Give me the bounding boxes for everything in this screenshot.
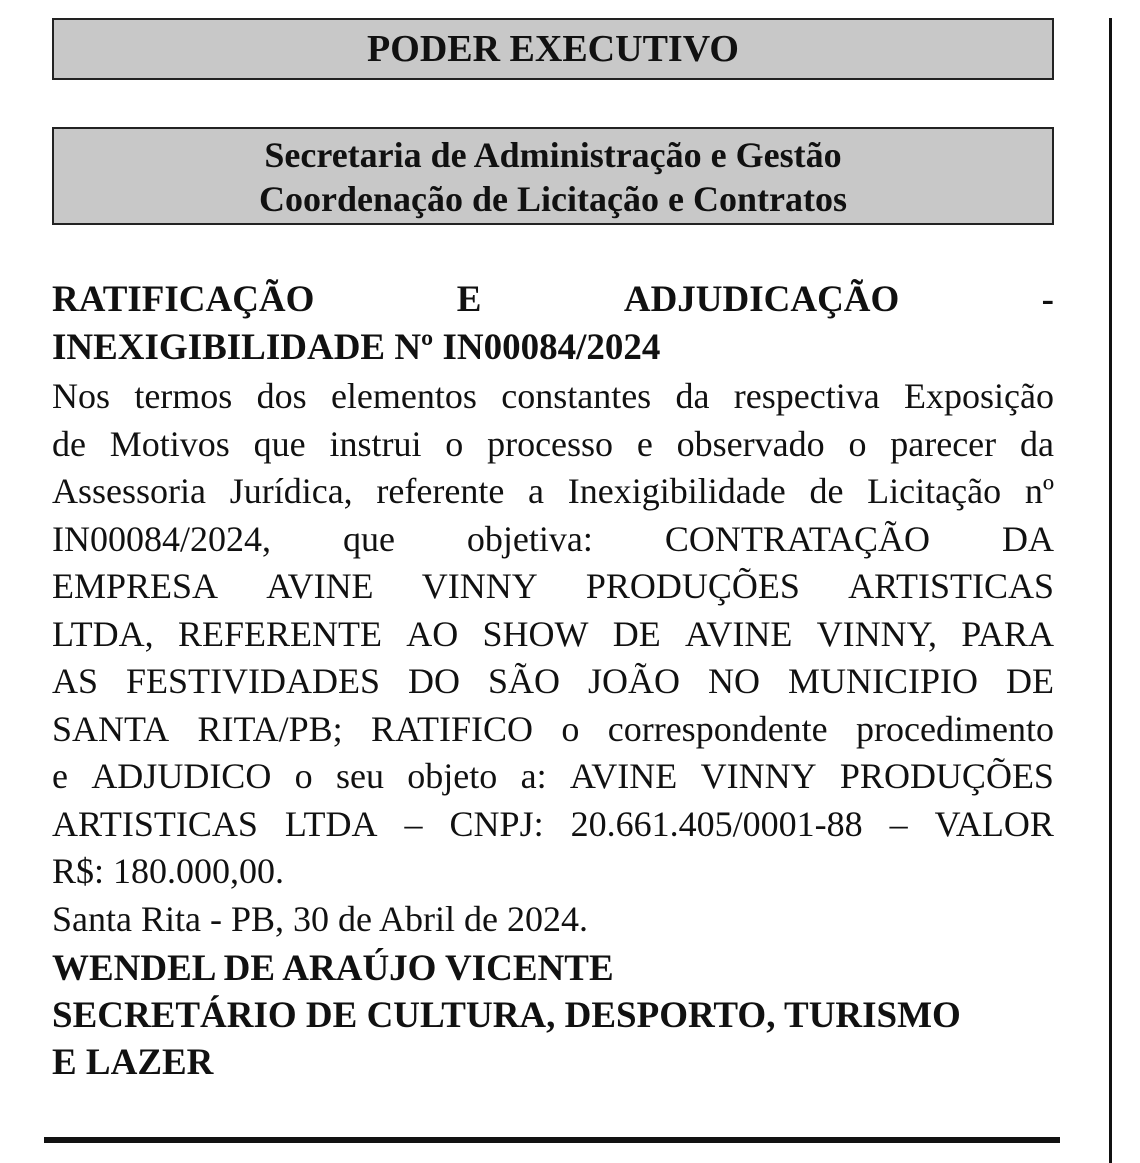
body-word: elementos	[330, 376, 477, 416]
body-word: da	[675, 376, 710, 416]
body-word: VALOR	[934, 803, 1054, 844]
body-word: constantes	[501, 376, 652, 416]
body-word: nº	[1024, 471, 1054, 511]
body-word: de	[52, 423, 86, 464]
signatory-name: WENDEL DE ARAÚJO VICENTE	[52, 948, 614, 989]
body-word: ADJUDICO	[91, 756, 272, 796]
body-word: 20.661.405/0001-88	[570, 803, 863, 844]
body-word: que	[342, 518, 395, 559]
notice-title	[52, 276, 1054, 372]
notice-body-line	[52, 658, 1054, 706]
body-word: processo	[487, 423, 614, 464]
body-word: AVINE	[685, 613, 793, 654]
section-banner	[52, 18, 1054, 80]
body-word: o	[848, 423, 867, 464]
body-word: e	[52, 756, 68, 796]
body-word: objeto	[407, 756, 498, 796]
body-word: PRODUÇÕES	[839, 756, 1054, 796]
body-word: DE	[1006, 661, 1054, 701]
signatory-role-continued: E LAZER	[52, 1042, 214, 1083]
body-word: DO	[408, 661, 461, 701]
notice-title-line2: INEXIGIBILIDADE Nº IN00084/2024	[52, 327, 661, 368]
body-word: termos	[134, 376, 233, 416]
body-word: instrui	[329, 423, 422, 464]
notice-body-line	[52, 801, 1054, 849]
notice-body-line	[52, 373, 1054, 421]
bottom-divider	[44, 1137, 1060, 1143]
body-word: SHOW	[482, 613, 589, 654]
body-word: de	[809, 471, 844, 511]
title-word: RATIFICAÇÃO	[52, 279, 315, 320]
notice-body-lines	[52, 373, 1054, 848]
body-word: –	[889, 803, 908, 844]
body-word: AO	[406, 613, 459, 654]
body-word: –	[404, 803, 423, 844]
body-word: o	[561, 708, 580, 749]
body-word: SÃO	[488, 661, 561, 701]
notice-amount-line: R$: 180.000,00.	[52, 851, 285, 891]
notice-body-line	[52, 563, 1054, 611]
department-name: Secretaria de Administração e Gestão	[264, 135, 842, 175]
body-word: PARA	[961, 613, 1054, 654]
body-word: parecer	[890, 423, 997, 464]
notice-body-line	[52, 706, 1054, 754]
body-word: DA	[1001, 518, 1054, 559]
notice-body-line	[52, 516, 1054, 564]
body-word: ARTISTICAS	[52, 803, 258, 844]
notice-body	[52, 373, 1054, 943]
body-word: CNPJ:	[449, 803, 544, 844]
body-word: Assessoria	[52, 471, 206, 511]
body-word: Licitação	[867, 471, 1002, 511]
title-word: ADJUDICAÇÃO	[623, 279, 900, 320]
notice-body-line	[52, 753, 1054, 801]
body-word: VINNY	[421, 566, 538, 606]
body-word: respectiva	[733, 376, 880, 416]
body-word: referente	[376, 471, 505, 511]
body-word: Jurídica,	[229, 471, 353, 511]
body-word: EMPRESA	[52, 566, 219, 606]
signature-block	[52, 945, 1054, 1086]
body-word: procedimento	[856, 708, 1054, 749]
body-word: JOÃO	[588, 661, 681, 701]
body-word: Motivos	[109, 423, 230, 464]
body-word: RITA/PB;	[197, 708, 343, 749]
body-word: da	[1019, 423, 1054, 464]
body-word: VINNY	[700, 756, 817, 796]
body-word: o	[445, 423, 464, 464]
body-word: LTDA,	[52, 613, 154, 654]
notice-body-line	[52, 421, 1054, 469]
department-subunit: Coordenação de Licitação e Contratos	[259, 179, 847, 219]
body-word: PRODUÇÕES	[585, 566, 800, 606]
body-word: DE	[612, 613, 661, 654]
body-word: IN00084/2024,	[52, 518, 271, 559]
body-word: RATIFICO	[371, 708, 534, 749]
signatory-role: SECRETÁRIO DE CULTURA, DESPORTO, TURISMO	[52, 995, 961, 1036]
body-word: AS	[52, 661, 99, 701]
body-word: MUNICIPIO	[788, 661, 979, 701]
body-word: que	[253, 423, 306, 464]
body-word: Inexigibilidade	[567, 471, 786, 511]
notice-place-date: Santa Rita - PB, 30 de Abril de 2024.	[52, 898, 588, 939]
body-word: o	[294, 756, 313, 796]
body-word: NO	[708, 661, 761, 701]
body-word: dos	[256, 376, 307, 416]
body-word: correspondente	[607, 708, 828, 749]
body-word: LTDA	[284, 803, 378, 844]
body-word: ARTISTICAS	[848, 566, 1054, 606]
body-word: AVINE	[266, 566, 374, 606]
notice-title-line1	[52, 276, 1054, 324]
notice-body-line	[52, 468, 1054, 516]
body-word: a	[528, 471, 545, 511]
body-word: REFERENTE	[177, 613, 382, 654]
body-word: CONTRATAÇÃO	[664, 518, 930, 559]
body-word: observado	[676, 423, 825, 464]
body-word: FESTIVIDADES	[126, 661, 381, 701]
body-word: VINNY,	[816, 613, 937, 654]
body-word: SANTA	[52, 708, 170, 749]
title-word: -	[1041, 279, 1054, 320]
department-banner	[52, 127, 1054, 225]
body-word: Exposição	[904, 376, 1054, 416]
body-word: e	[636, 423, 653, 464]
body-word: seu	[335, 756, 384, 796]
section-title: PODER EXECUTIVO	[367, 28, 739, 70]
column-divider	[1109, 18, 1112, 1163]
body-word: a:	[520, 756, 547, 796]
title-word: E	[456, 279, 482, 320]
notice-body-line	[52, 611, 1054, 659]
body-word: objetiva:	[466, 518, 593, 559]
body-word: AVINE	[569, 756, 678, 796]
body-word: Nos	[52, 376, 111, 416]
